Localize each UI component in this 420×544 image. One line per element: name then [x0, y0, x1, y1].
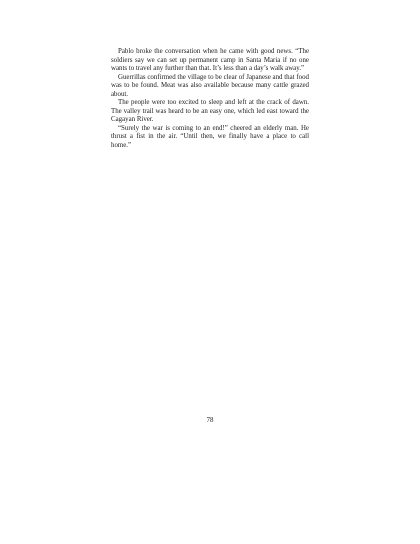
paragraph: Guerrillas confirmed the village to be clear of Japanese and that food was to be found. Meat was also available because many cattle grazed about. [111, 73, 309, 98]
paragraph: The people were too excited to sleep and left at the crack of dawn. The valley trail was heard to be an easy one, which led east toward the Cagayan River. [111, 99, 309, 124]
paragraph: Pablo broke the conversation when he came with good news. “The soldiers say we can set up permanent camp in Santa Maria if no one wants to travel any further than that. It’s less than a day’s walk away.” [111, 48, 309, 73]
paragraph: “Surely the war is coming to an end!” cheered an elderly man. He thrust a fist in the air. “Until then, we finally have a place to call home.” [111, 124, 309, 150]
page-body [111, 48, 309, 151]
page-number: 78 [206, 416, 214, 424]
